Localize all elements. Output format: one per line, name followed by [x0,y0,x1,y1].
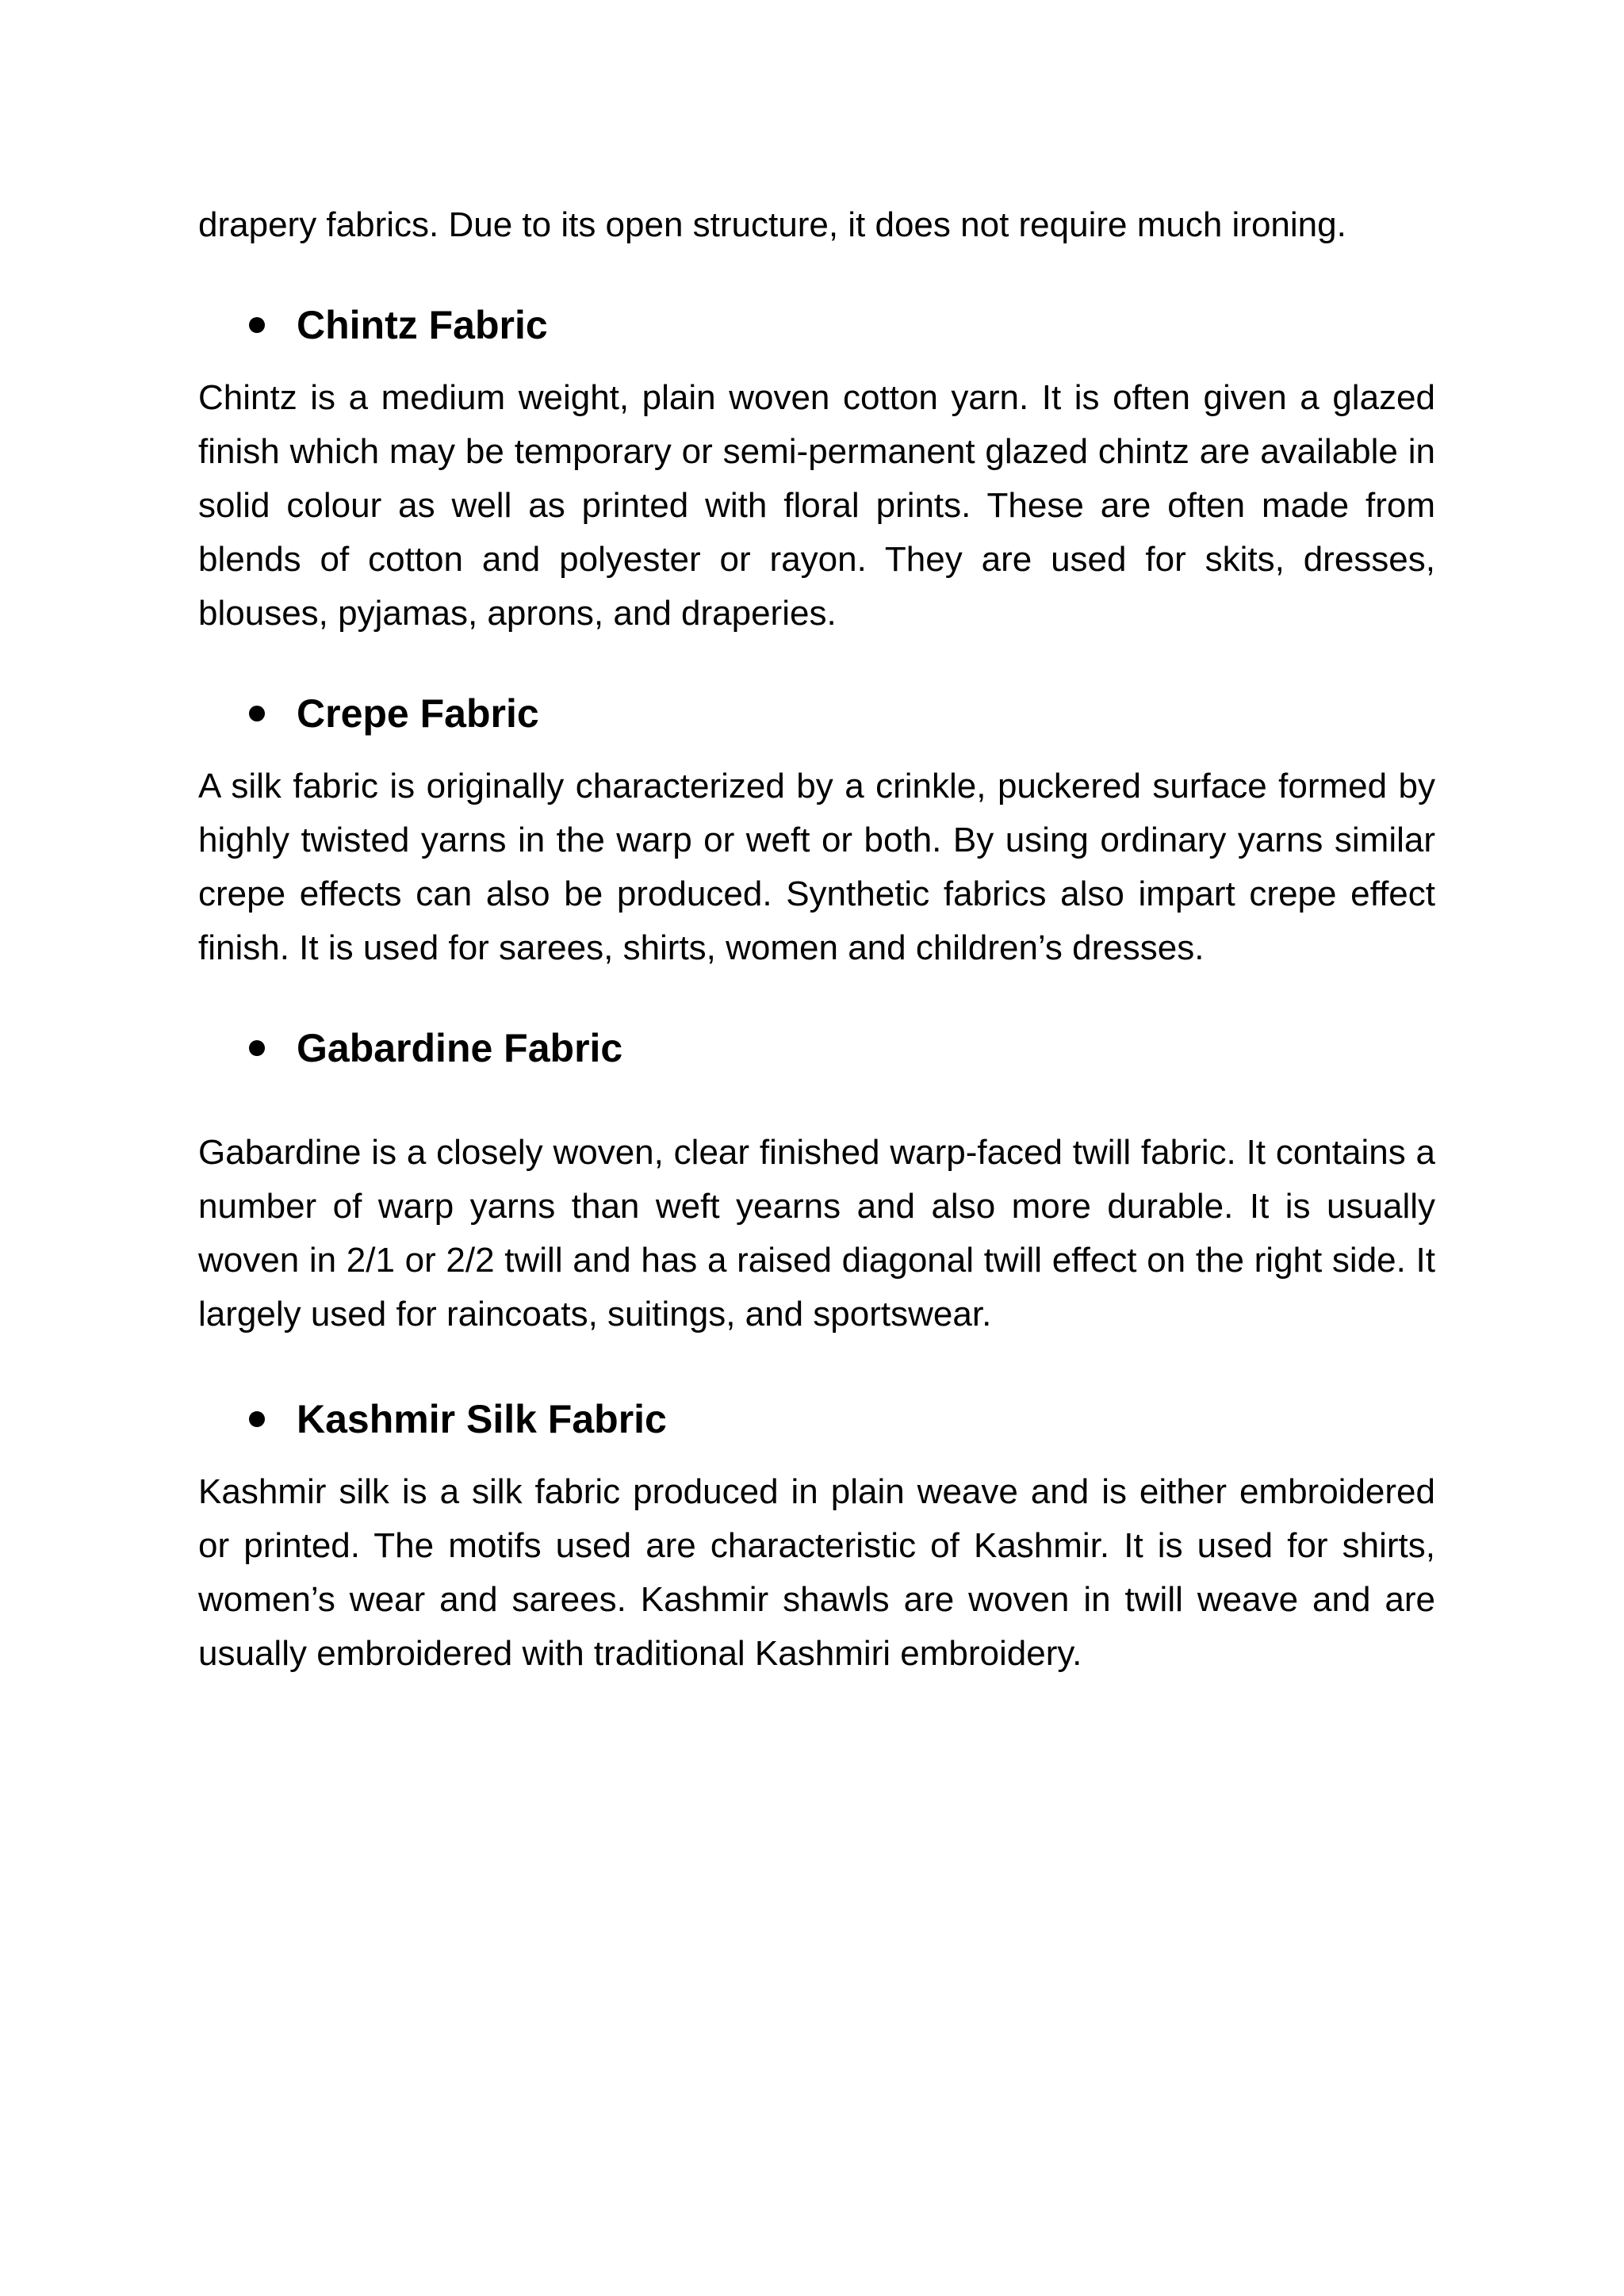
section-heading-crepe [198,687,1435,740]
bullet-icon [249,706,265,721]
section-body-gabardine: Gabardine is a closely woven, clear finished warp-faced twill fabric. It contains a number of warp yarns than weft yearns and also more durable. It is usually woven in 2/1 or 2/2 twill and has a raised diagonal twill effect on the right side. It largely used for raincoats, suitings, and sportswear. [198,1133,1435,1334]
section-heading-gabardine [198,1021,1435,1075]
section-body-chintz: Chintz is a medium weight, plain woven cotton yarn. It is often given a glazed finish which may be temporary or semi-permanent glazed chintz are available in solid colour as well as printed with floral prints. These are often made from blends of cotton and polyester or rayon. They are used for skits, dresses, blouses, pyjamas, aprons, and draperies. [198,378,1435,633]
section-heading-text: Chintz Fabric [297,303,548,347]
section-body-crepe: A silk fabric is originally characterized by a crinkle, puckered surface formed by highly twisted yarns in the warp or weft or both. By using ordinary yarns similar crepe effects can also be produced. Synthetic fabrics also impart crepe effect finish. It is used for sarees, shirts, women and children’s dresses. [198,767,1435,967]
section-heading-text: Gabardine Fabric [297,1026,623,1070]
section-heading-chintz [198,298,1435,352]
section-body-kashmir-silk: Kashmir silk is a silk fabric produced in plain weave and is either embroidered or printed. The motifs used are characteristic of Kashmir. It is used for shirts, women’s wear and sarees. Kashmir shawls are woven in twill weave and are usually embroidered with traditional Kashmiri embroidery. [198,1472,1435,1673]
section-heading-text: Kashmir Silk Fabric [297,1397,667,1441]
document-page [198,198,1435,1681]
section-heading-kashmir-silk [198,1392,1435,1446]
intro-paragraph: drapery fabrics. Due to its open structure, it does not require much ironing. [198,205,1346,244]
section-heading-text: Crepe Fabric [297,691,539,736]
bullet-icon [249,317,265,333]
bullet-icon [249,1411,265,1427]
bullet-icon [249,1040,265,1056]
